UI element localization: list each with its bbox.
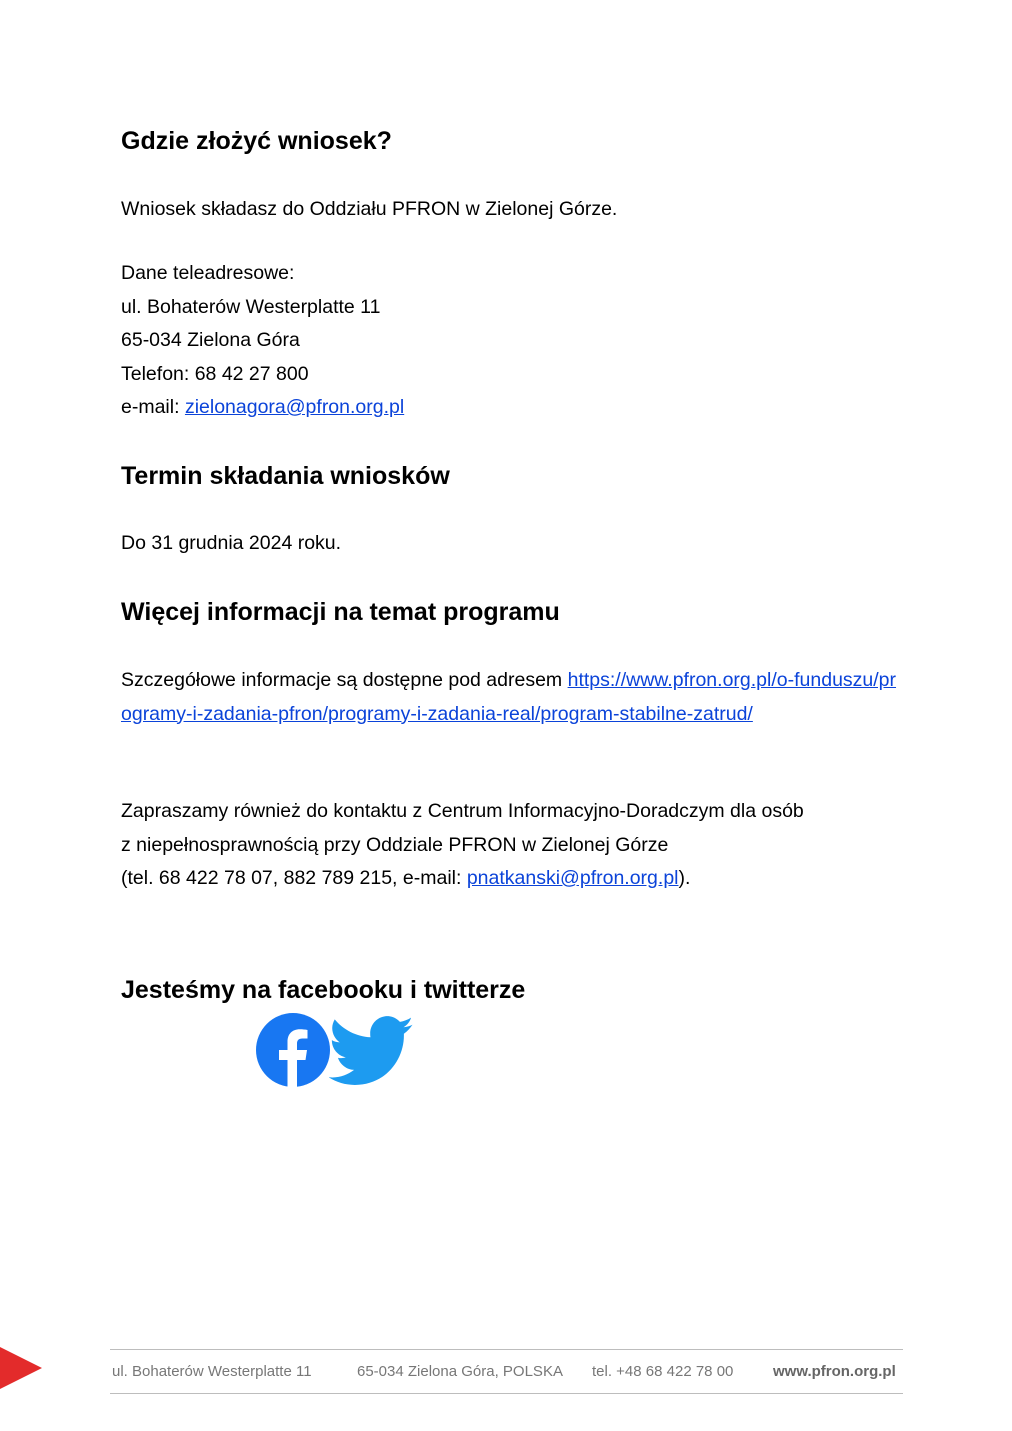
invite-email-link[interactable]: pnatkanski@pfron.org.pl xyxy=(466,867,679,889)
contact-label: Dane teleadresowe: xyxy=(121,262,295,284)
invite-line-2: z niepełnosprawnością przy Oddziale PFRON w Zielonej Górze xyxy=(121,833,669,856)
heading-where-to-apply: Gdzie złożyć wniosek? xyxy=(121,127,392,155)
contact-email-label: e-mail: xyxy=(121,396,185,418)
footer-bottom-rule xyxy=(110,1393,903,1394)
heading-more-info: Więcej informacji na temat programu xyxy=(121,598,560,626)
where-intro-text: Wniosek składasz do Oddziału PFRON w Zielonej Górze. xyxy=(121,198,618,220)
contact-street: ul. Bohaterów Westerplatte 11 xyxy=(121,295,381,318)
invite-phone-text: (tel. 68 422 78 07, 882 789 215, e-mail: xyxy=(121,867,467,889)
heading-deadline: Termin składania wniosków xyxy=(121,462,450,490)
invite-paragraph xyxy=(121,795,901,896)
contact-block xyxy=(121,257,901,425)
invite-line-3 xyxy=(121,862,901,896)
twitter-icon[interactable] xyxy=(329,1016,415,1088)
footer-address: ul. Bohaterów Westerplatte 11 xyxy=(112,1363,312,1380)
footer-website[interactable]: www.pfron.org.pl xyxy=(773,1363,896,1380)
contact-phone: Telefon: 68 42 27 800 xyxy=(121,362,309,385)
heading-social: Jesteśmy na facebooku i twitterze xyxy=(121,976,526,1004)
program-url-link[interactable]: https://www.pfron.org.pl/o-funduszu/programy-i-zadania-pfron/programy-i-zadania-real/program-stabilne-zatrud/ xyxy=(121,669,897,725)
footer-arrow-icon xyxy=(0,1347,42,1389)
facebook-icon[interactable] xyxy=(255,1012,331,1088)
footer-city: 65-034 Zielona Góra, POLSKA xyxy=(357,1363,563,1380)
footer-phone: tel. +48 68 422 78 00 xyxy=(592,1363,734,1380)
invite-closing: ). xyxy=(678,867,691,889)
invite-line-1: Zapraszamy również do kontaktu z Centrum Informacyjno-Doradczym dla osób xyxy=(121,800,804,822)
info-paragraph xyxy=(121,664,896,731)
contact-email-line xyxy=(121,391,901,425)
contact-city: 65-034 Zielona Góra xyxy=(121,329,300,351)
contact-email-link[interactable]: zielonagora@pfron.org.pl xyxy=(184,396,405,418)
footer-top-rule xyxy=(110,1349,903,1350)
info-text-prefix: Szczegółowe informacje są dostępne pod adresem xyxy=(121,669,568,691)
deadline-text: Do 31 grudnia 2024 roku. xyxy=(121,532,342,554)
